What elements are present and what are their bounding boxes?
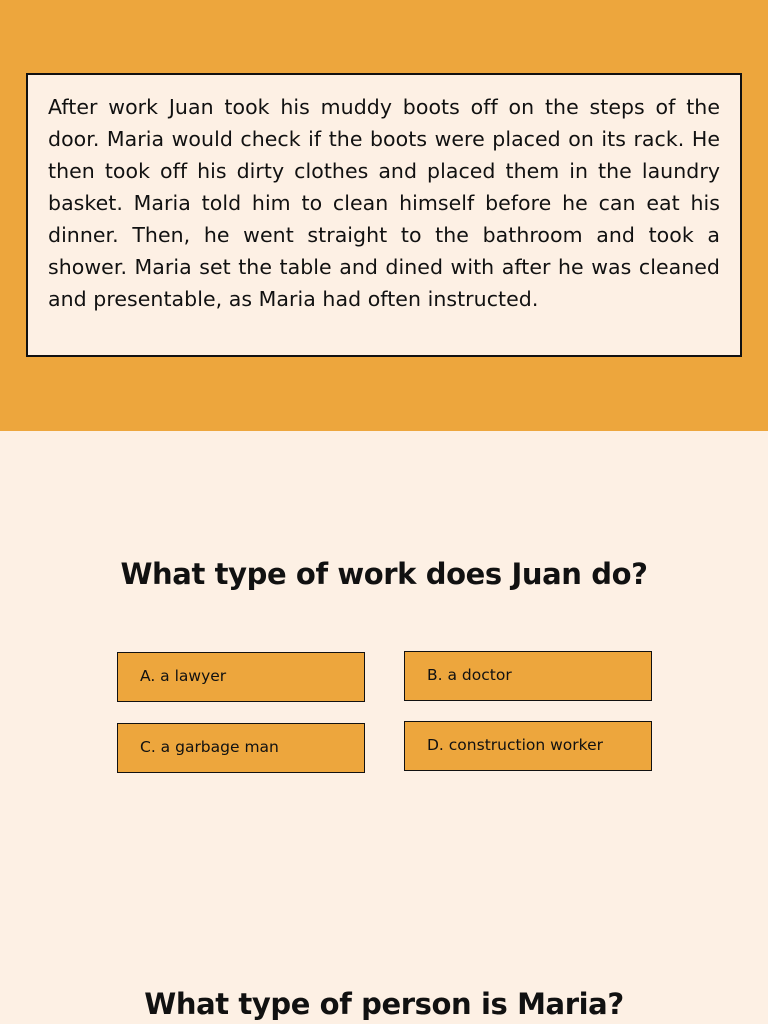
passage-box <box>26 73 742 357</box>
option-b-button[interactable]: B. a doctor <box>404 651 652 701</box>
option-d-button[interactable]: D. construction worker <box>404 721 652 771</box>
passage-text: After work Juan took his muddy boots off on the steps of the door. Maria would check if the boots were placed on its rack. He then took off his dirty clothes and placed them in the laundry basket. Maria told him to clean himself before he can eat his dinner. Then, he went straight to the bathroom and took a shower. Maria set the table and dined with after he was cleaned and presentable, as Maria had often instructed. <box>48 95 720 311</box>
option-c-button[interactable]: C. a garbage man <box>117 723 365 773</box>
question-2-text: What type of person is Maria? <box>144 987 624 1021</box>
option-a-button[interactable]: A. a lawyer <box>117 652 365 702</box>
question-1-text: What type of work does Juan do? <box>120 557 648 591</box>
